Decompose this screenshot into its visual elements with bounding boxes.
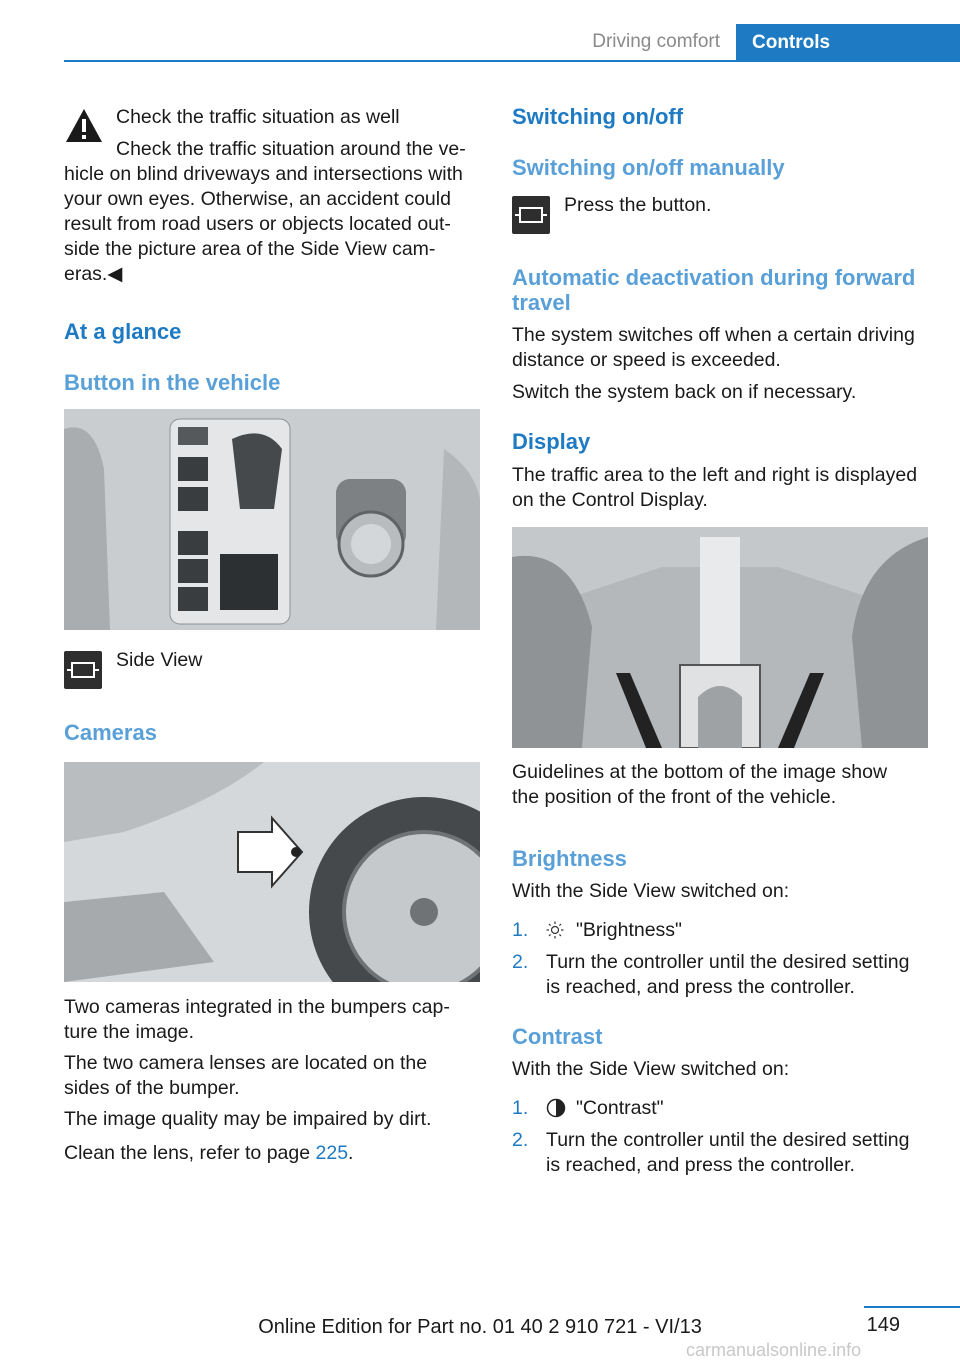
- console-buttons-photo: [64, 409, 480, 630]
- step-text: is reached, and press the controller.: [546, 976, 855, 998]
- warning-body-line: Check the traffic situation around the ve-: [116, 138, 466, 160]
- heading-cameras: Cameras: [64, 720, 157, 745]
- switch-back-text: Switch the system back on if necessary.: [512, 381, 857, 403]
- step-number: 2.: [512, 951, 529, 973]
- warning-body-line: eras.◀: [64, 263, 123, 285]
- bumper-camera-photo: [64, 762, 480, 982]
- auto-text-line: distance or speed is exceeded.: [512, 349, 781, 371]
- control-display-image: [512, 527, 928, 748]
- heading-at-a-glance: At a glance: [64, 319, 182, 344]
- warning-icon: [64, 106, 104, 146]
- warning-body-line: result from road users or objects located out-: [64, 213, 451, 235]
- side-view-label: Side View: [116, 649, 203, 671]
- guidelines-text-line: the position of the front of the vehicle.: [512, 786, 837, 808]
- step-text: "Contrast": [576, 1097, 664, 1119]
- lenses-text-line: sides of the bumper.: [64, 1077, 240, 1099]
- side-view-button-icon: [512, 196, 550, 234]
- clean-lens-suffix: .: [348, 1142, 354, 1164]
- header-rule: [64, 60, 960, 62]
- page-number: 149: [866, 1314, 900, 1336]
- cameras-text-line: ture the image.: [64, 1021, 195, 1043]
- edition-footer: Online Edition for Part no. 01 40 2 910 721 - VI/13: [258, 1316, 702, 1338]
- press-button-text: Press the button.: [564, 194, 712, 216]
- heading-brightness: Brightness: [512, 846, 627, 871]
- lenses-text-line: The two camera lenses are located on the: [64, 1052, 428, 1074]
- heading-display: Display: [512, 429, 591, 454]
- brightness-icon: [546, 921, 564, 939]
- step-text: Turn the controller until the desired setting: [546, 1129, 910, 1151]
- step-text: Turn the controller until the desired setting: [546, 951, 910, 973]
- auto-text-line: The system switches off when a certain driving: [512, 324, 915, 346]
- heading-automatic-deactivation: travel: [512, 290, 571, 315]
- step-text: is reached, and press the controller.: [546, 1154, 855, 1176]
- warning-title: Check the traffic situation as well: [116, 106, 400, 128]
- clean-lens-prefix: Clean the lens, refer to page: [64, 1142, 316, 1164]
- step-number: 1.: [512, 1097, 529, 1119]
- contrast-icon: [546, 1098, 566, 1118]
- step-number: 2.: [512, 1129, 529, 1151]
- section-tab: Driving comfort: [592, 31, 720, 52]
- display-text-line: on the Control Display.: [512, 489, 708, 511]
- warning-body-line: your own eyes. Otherwise, an accident could: [64, 188, 451, 210]
- heading-contrast: Contrast: [512, 1024, 603, 1049]
- heading-automatic-deactivation: Automatic deactivation during forward: [512, 265, 916, 290]
- step-text: "Brightness": [576, 919, 682, 941]
- display-text-line: The traffic area to the left and right is displayed: [512, 464, 918, 486]
- contrast-intro: With the Side View switched on:: [512, 1058, 790, 1080]
- side-view-button-icon: [64, 651, 102, 689]
- step-number: 1.: [512, 919, 529, 941]
- cameras-text-line: Two cameras integrated in the bumpers cap-: [64, 996, 450, 1018]
- brightness-intro: With the Side View switched on:: [512, 880, 790, 902]
- watermark: carmanualsonline.info: [686, 1340, 862, 1360]
- chapter-tab: Controls: [736, 24, 960, 62]
- page-reference-link[interactable]: 225: [315, 1142, 349, 1164]
- heading-switching-on-off: Switching on/off: [512, 104, 684, 129]
- heading-button-in-vehicle: Button in the vehicle: [64, 370, 281, 395]
- footer-rule: [864, 1306, 960, 1308]
- clean-lens-text: [64, 1140, 353, 1166]
- warning-body-line: hicle on blind driveways and intersections with: [64, 163, 463, 185]
- heading-switching-manually: Switching on/off manually: [512, 155, 785, 180]
- guidelines-text-line: Guidelines at the bottom of the image show: [512, 761, 888, 783]
- warning-body-line: side the picture area of the Side View cam-: [64, 238, 436, 260]
- quality-text: The image quality may be impaired by dirt.: [64, 1108, 432, 1130]
